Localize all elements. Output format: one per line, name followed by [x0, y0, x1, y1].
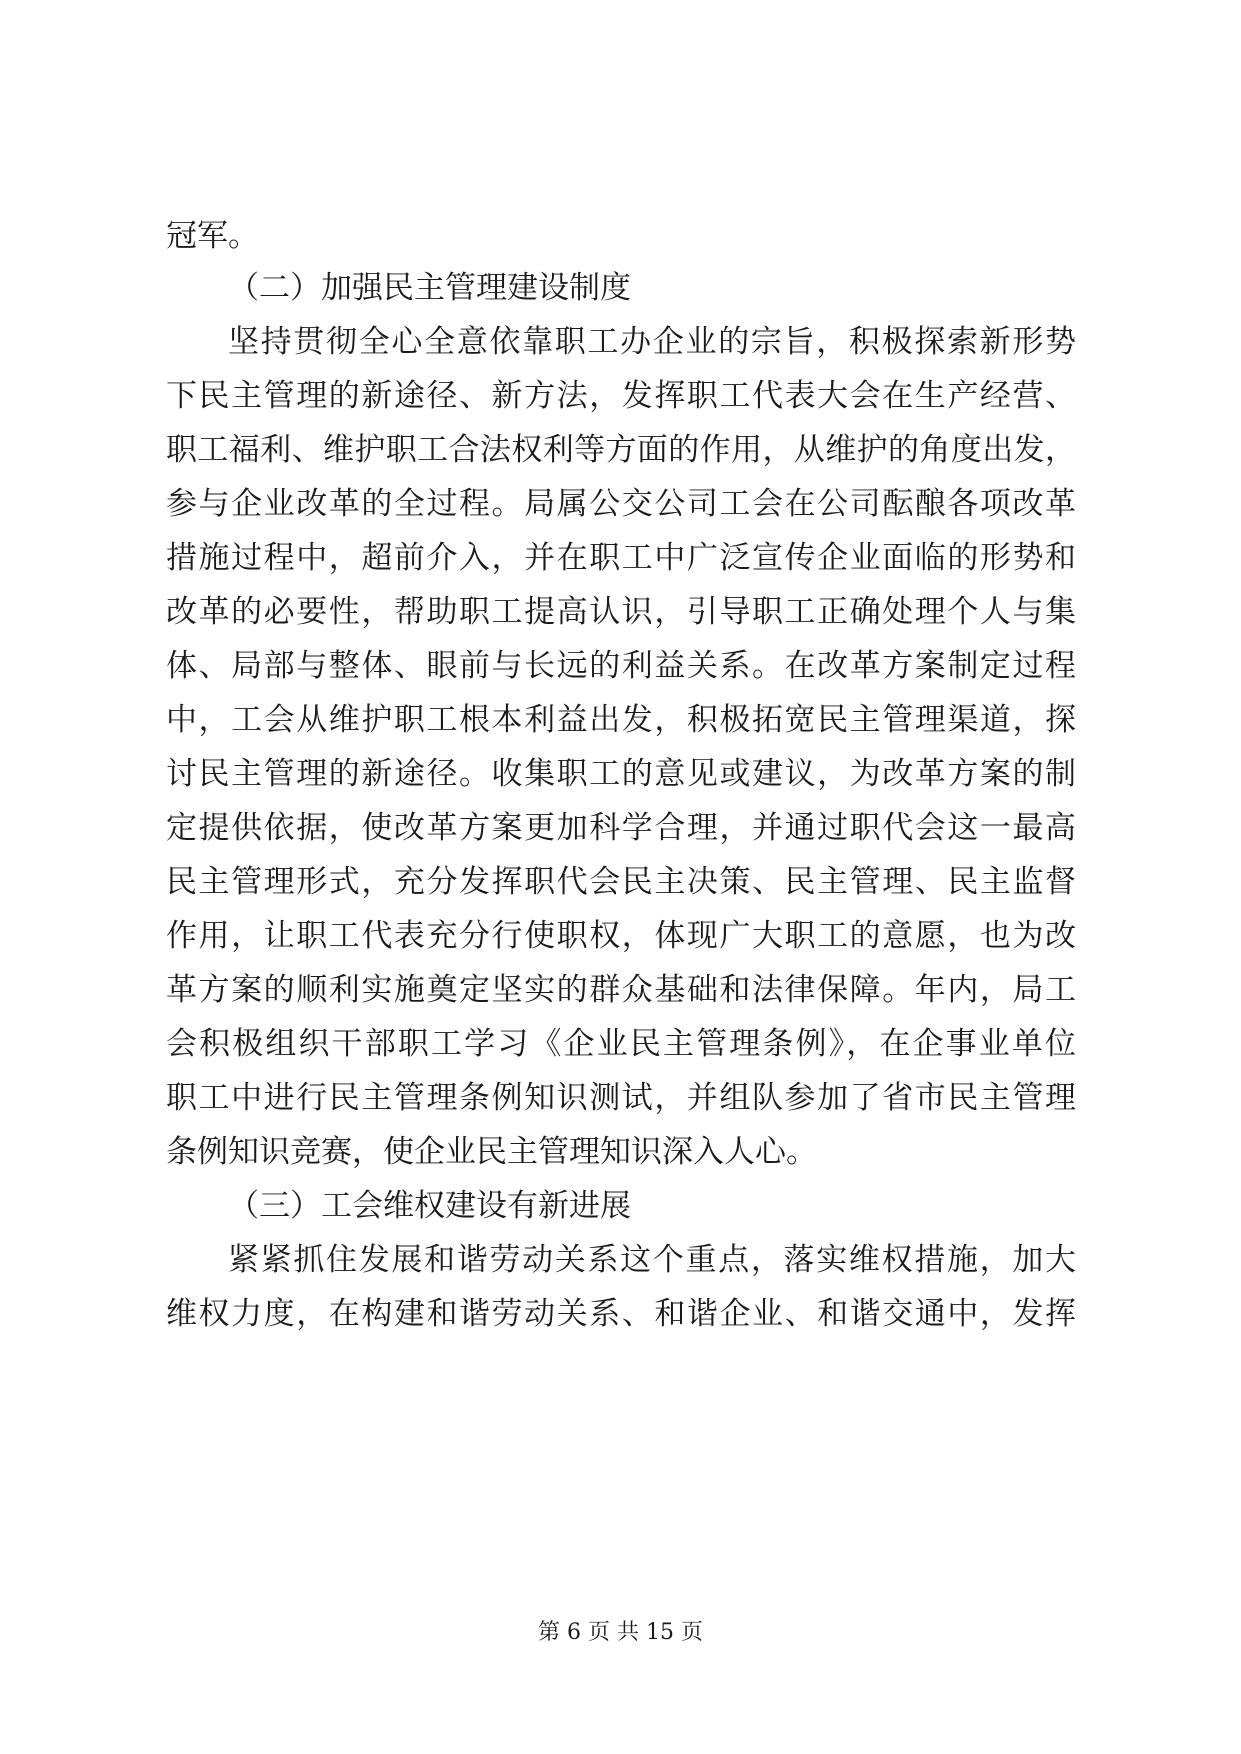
paragraph-line: 维权力度，在构建和谐劳动关系、和谐企业、和谐交通中，发挥	[166, 1296, 1076, 1332]
paragraph-line: 坚持贯彻全心全意依靠职工办企业的宗旨，积极探索新形势	[228, 324, 1076, 360]
paragraph-line: 参与企业改革的全过程。局属公交公司工会在公司酝酿各项改革	[166, 486, 1076, 522]
paragraph-line: 改革的必要性，帮助职工提高认识，引导职工正确处理个人与集	[166, 594, 1076, 630]
paragraph-line: 作用，让职工代表充分行使职权，体现广大职工的意愿，也为改	[166, 918, 1076, 954]
section-heading: （三）工会维权建设有新进展	[228, 1188, 631, 1224]
paragraph-line: 中，工会从维护职工根本利益出发，积极拓宽民主管理渠道，探	[166, 702, 1076, 738]
paragraph-line: 革方案的顺利实施奠定坚实的群众基础和法律保障。年内，局工	[166, 972, 1076, 1008]
paragraph-line: 冠军。	[166, 218, 259, 254]
paragraph-line: 定提供依据，使改革方案更加科学合理，并通过职代会这一最高	[166, 810, 1076, 846]
paragraph-line: 措施过程中，超前介入，并在职工中广泛宣传企业面临的形势和	[166, 540, 1076, 576]
paragraph-line: 体、局部与整体、眼前与长远的利益关系。在改革方案制定过程	[166, 648, 1076, 684]
paragraph-line: 职工福利、维护职工合法权利等方面的作用，从维护的角度出发，	[166, 432, 1076, 468]
paragraph-line: 下民主管理的新途径、新方法，发挥职工代表大会在生产经营、	[166, 378, 1076, 414]
paragraph-line: 民主管理形式，充分发挥职代会民主决策、民主管理、民主监督	[166, 864, 1076, 900]
paragraph-line: 紧紧抓住发展和谐劳动关系这个重点，落实维权措施，加大	[228, 1242, 1076, 1278]
paragraph-line: 会积极组织干部职工学习《企业民主管理条例》，在企事业单位	[166, 1026, 1076, 1062]
paragraph-line: 条例知识竞赛，使企业民主管理知识深入人心。	[166, 1134, 817, 1170]
paragraph-line: 讨民主管理的新途径。收集职工的意见或建议，为改革方案的制	[166, 756, 1076, 792]
page-number-footer: 第 6 页 共 15 页	[538, 1620, 703, 1645]
section-heading: （二）加强民主管理建设制度	[228, 270, 631, 306]
paragraph-line: 职工中进行民主管理条例知识测试，并组队参加了省市民主管理	[166, 1080, 1076, 1116]
